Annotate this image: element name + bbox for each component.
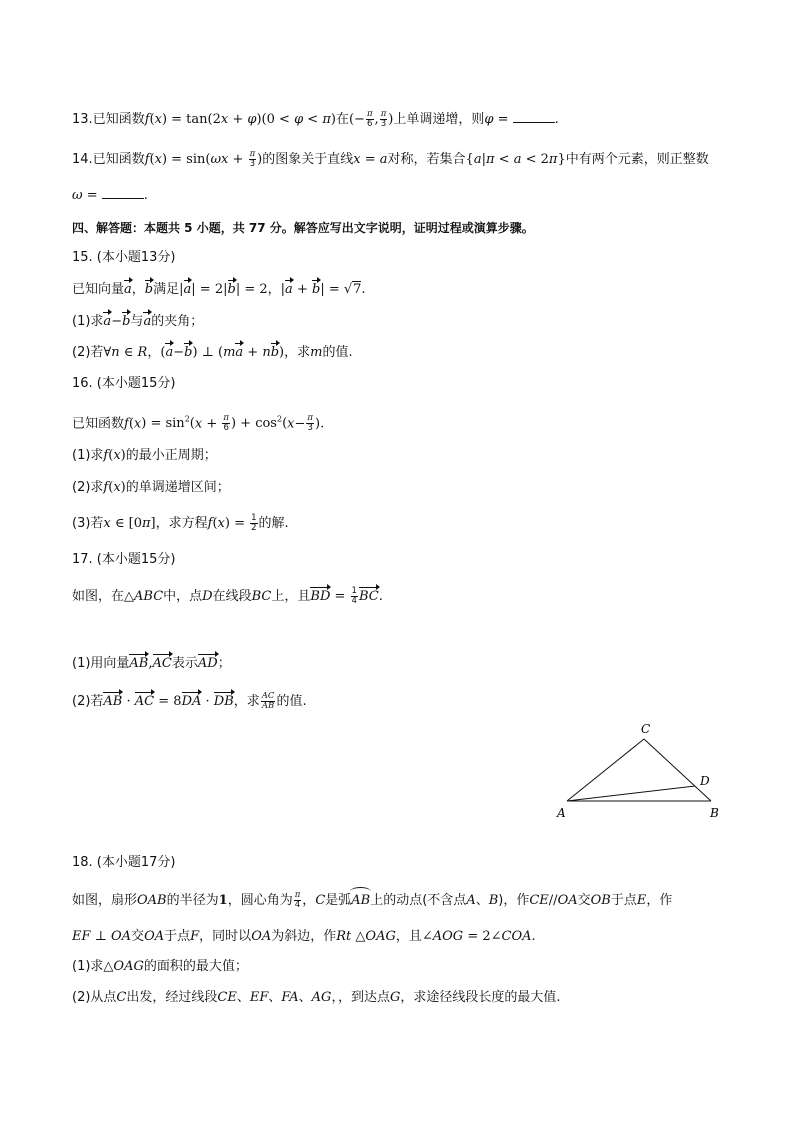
question-18-header: 18. (本小题17分): [72, 855, 176, 870]
segment-CB: [644, 739, 711, 801]
question-16-stem: 已知函数$f(x) = \sin^2(x$ + $\frac{\pi}{6}$ ) + $\cos^2(x-$ $\frac{\pi}{3}$ ).: [72, 413, 325, 434]
question-17-header: 17. (本小题15分): [72, 552, 176, 567]
question-15-stem: 已知向量a，b满足|a| = 2|b| = 2，|a + b| = √7.: [72, 282, 366, 297]
question-17-stem: 如图，在△ABC中，点D在线段BC上，且BD = $\frac{1}{4}$ BC.: [72, 586, 383, 606]
question-13: 13.已知函数f(x) = tan(2x + φ)(0 < φ < π)在(− $\frac{\pi}{6}$ , $\frac{\pi}{3}$ )上单调递增，则φ = .: [72, 109, 559, 129]
label-B: B: [710, 806, 719, 820]
question-16-part2: (2)求f(x)的单调递增区间；: [72, 480, 230, 495]
question-17-part2: (2)若AB · AC = 8DA · DB，求 $\frac{AC}{AB}$ 的值.: [72, 691, 307, 711]
answer-blank[interactable]: [513, 110, 555, 123]
segment-AC: [567, 739, 644, 801]
segment-AD: [567, 786, 695, 801]
question-16-part1: (1)求f(x)的最小正周期；: [72, 448, 217, 463]
question-17-part1: (1)用向量AB,AC表示AD；: [72, 656, 231, 671]
question-15-part2: (2)若∀n ∈ R，(a−b) ⊥ (ma + nb)，求m的值.: [72, 345, 353, 360]
question-14-line2: ω = .: [72, 188, 148, 203]
question-18-stem-line1: 如图，扇形OAB的半径为1，圆心角为 $\frac{\pi}{4}$ ，C是弧AB上的动点(不含点A、B)，作CE//OA交OB于点E，作: [72, 890, 673, 910]
question-15-part1: (1)求a−b与a的夹角；: [72, 314, 204, 329]
label-D: D: [700, 774, 710, 788]
label-A: A: [557, 806, 566, 820]
label-C: C: [641, 722, 651, 736]
question-number: 14.: [72, 152, 93, 167]
answer-blank[interactable]: [102, 186, 144, 199]
question-18-part2: (2)从点C出发，经过线段CE、EF、FA、AG，，到达点G，求途径线段长度的最大值.: [72, 990, 561, 1005]
question-18-part1: (1)求△OAG的面积的最大值；: [72, 959, 248, 974]
triangle-figure: [550, 720, 730, 825]
question-14: 14.已知函数f(x) = sin(ωx + $\frac{\pi}{3}$ )的图象关于直线x = a对称，若集合{a|π < a < 2π}中有两个元素，则正整数: [72, 149, 709, 169]
question-16-part3: (3)若x ∈ [0π]，求方程f(x) = $\frac{1}{2}$ 的解.: [72, 513, 289, 533]
question-number: 13.: [72, 112, 93, 127]
question-16-header: 16. (本小题15分): [72, 376, 176, 391]
section-heading: 四、解答题：本题共 5 小题，共 77 分。解答应写出文字说明，证明过程或演算步骤。: [72, 221, 534, 235]
question-15-header: 15. (本小题13分): [72, 250, 176, 265]
question-18-stem-line2: EF ⊥ OA交OA于点F，同时以OA为斜边，作Rt △OAG，且∠AOG = 2∠COA.: [72, 929, 536, 944]
